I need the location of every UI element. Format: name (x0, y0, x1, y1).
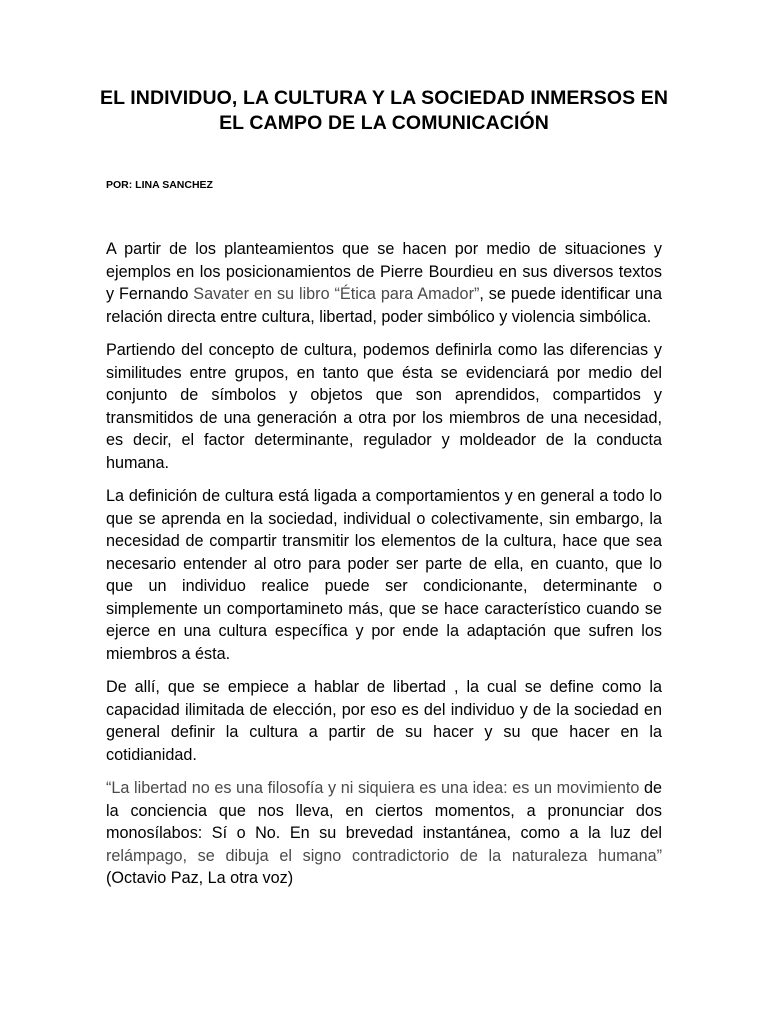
quote-attribution: (Octavio Paz, La otra voz) (106, 869, 294, 887)
book-reference: Savater en su libro “Ética para Amador” (193, 285, 480, 303)
quote-part-c: relámpago, se dibuja el signo contradictorio de la naturaleza humana” (106, 846, 662, 865)
paragraph-1-part-a: A partir de los planteamientos que se hacen por medio de situaciones y ejemplos en los posicionamientos de Pierre Bourdieu en sus diversos textos y Fernando (106, 240, 662, 303)
title-line-2: EL CAMPO DE LA COMUNICACIÓN (219, 112, 549, 134)
document-title (60, 86, 708, 136)
quote-paragraph (106, 777, 662, 890)
paragraph-4: De allí, que se empiece a hablar de libertad , la cual se define como la capacidad ilimitada de elección, por eso es del individuo y de la sociedad en general definir la cultura a partir de su hacer y su que hacer en la cotidianidad. (106, 678, 662, 764)
paragraph-1-part-c: , se puede identificar una relación directa entre cultura, libertad, poder simbólico y violencia simbólica. (106, 285, 663, 326)
quote-part-a: “La libertad no es una filosofía y ni siquiera es una idea: es un movimiento (106, 779, 640, 797)
paragraph-1 (106, 238, 662, 328)
title-line-1: EL INDIVIDUO, LA CULTURA Y LA SOCIEDAD INMERSOS EN (99, 87, 668, 109)
byline: POR: LINA SANCHEZ (106, 179, 213, 191)
paragraph-2: Partiendo del concepto de cultura, podemos definirla como las diferencias y similitudes entre grupos, en tanto que ésta se evidenciará por medio del conjunto de símbolos y objetos que son aprendidos, compartidos y transmitidos de una generación a otra por los miembros de una necesidad, es decir, el factor determinante, regulador y moldeador de la conducta humana. (106, 341, 662, 472)
paragraph-3: La definición de cultura está ligada a comportamientos y en general a todo lo que se aprenda en la sociedad, individual o colectivamente, sin embargo, la necesidad de compartir transmitir los elementos de la cultura, hace que sea necesario entender al otro para poder ser parte de ella, en cuanto, que lo que un individuo realice puede ser condicionante, determinante o simplemente un comportamineto más, que se hace característico cuando se ejerce en una cultura específica y por ende la adaptación que sufren los miembros a ésta. (106, 487, 662, 663)
quote-part-b: de la conciencia que nos lleva, en ciertos momentos, a pronunciar dos monosílabos: Sí o No. En su brevedad instantánea, como a la luz del (106, 779, 662, 842)
document-body (106, 238, 662, 901)
